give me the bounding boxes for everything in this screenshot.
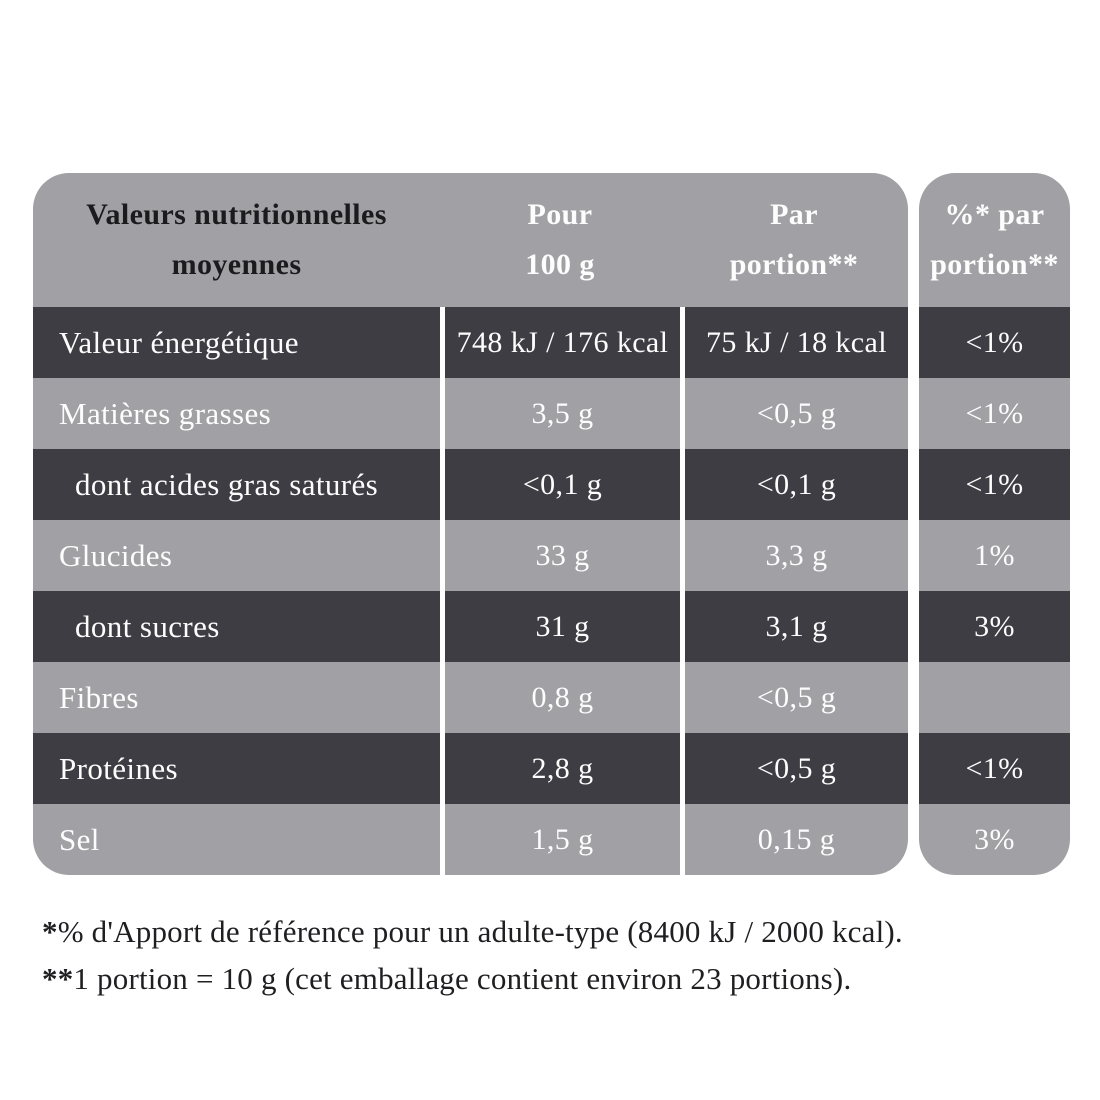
main-table-panel bbox=[33, 173, 908, 875]
pct-value-energy: <1% bbox=[919, 307, 1070, 378]
row-value-per-100g: 33 g bbox=[440, 520, 680, 591]
table-row-fiber bbox=[33, 662, 908, 733]
table-header-row bbox=[33, 173, 908, 307]
footnote-reference-intake bbox=[42, 908, 903, 955]
header-per-100g-line1: Pour bbox=[527, 198, 593, 231]
table-row-sugars bbox=[33, 591, 908, 662]
row-label: Glucides bbox=[59, 537, 173, 573]
header-nutrition-values-line2: moyennes bbox=[171, 248, 302, 281]
row-value-per-100g: 748 kJ / 176 kcal bbox=[440, 307, 680, 378]
row-value-per-portion: <0,5 g bbox=[680, 733, 908, 804]
pct-value-carbohydrates: 1% bbox=[974, 538, 1015, 572]
row-label: Matières grasses bbox=[59, 395, 272, 431]
row-value-per-portion: <0,1 g bbox=[680, 449, 908, 520]
row-value-per-100g: 0,8 g bbox=[440, 662, 680, 733]
row-value-per-100g: 1,5 g bbox=[440, 804, 680, 875]
pct-value-saturated-fat: <1% bbox=[919, 449, 1070, 520]
header-pct-per-portion bbox=[919, 173, 1070, 307]
row-value-per-100g: 2,8 g bbox=[440, 733, 680, 804]
footnote-portion-size bbox=[42, 955, 903, 1002]
pct-column-panel bbox=[919, 173, 1070, 875]
row-label: Fibres bbox=[59, 679, 139, 715]
row-value-per-portion: 3,3 g bbox=[680, 520, 908, 591]
header-per-portion-line2: portion** bbox=[729, 248, 859, 281]
header-nutrition-values-line1: Valeurs nutritionnelles bbox=[86, 198, 387, 231]
row-label: Protéines bbox=[59, 750, 178, 786]
table-row-protein bbox=[33, 733, 908, 804]
nutrition-table bbox=[33, 173, 1070, 875]
row-value-per-portion: 0,15 g bbox=[680, 804, 908, 875]
header-per-100g bbox=[440, 173, 680, 307]
header-per-100g-line2: 100 g bbox=[525, 248, 595, 281]
footnote-asterisk: * bbox=[42, 914, 58, 949]
pct-value-fat: <1% bbox=[965, 396, 1024, 430]
table-row-salt bbox=[33, 804, 908, 875]
pct-value-sugars: 3% bbox=[919, 591, 1070, 662]
header-per-portion bbox=[680, 173, 908, 307]
row-value-per-100g: 3,5 g bbox=[440, 378, 680, 449]
table-row-saturated-fat bbox=[33, 449, 908, 520]
footnotes bbox=[42, 908, 903, 1002]
row-value-per-portion: <0,5 g bbox=[680, 662, 908, 733]
header-pct-per-portion-line1: %* par bbox=[944, 198, 1045, 231]
pct-value-protein: <1% bbox=[919, 733, 1070, 804]
table-row-fat bbox=[33, 378, 908, 449]
row-value-per-portion: 3,1 g bbox=[680, 591, 908, 662]
pct-value-salt: 3% bbox=[974, 822, 1015, 856]
table-row-carbohydrates bbox=[33, 520, 908, 591]
row-value-per-portion: 75 kJ / 18 kcal bbox=[680, 307, 908, 378]
row-value-per-100g: 31 g bbox=[440, 591, 680, 662]
row-label: dont sucres bbox=[75, 608, 220, 644]
row-label: dont acides gras saturés bbox=[75, 466, 379, 502]
footnote-double-asterisk: ** bbox=[42, 961, 74, 996]
row-value-per-100g: <0,1 g bbox=[440, 449, 680, 520]
row-value-per-portion: <0,5 g bbox=[680, 378, 908, 449]
header-nutrition-values bbox=[33, 173, 440, 307]
header-per-portion-line1: Par bbox=[770, 198, 818, 231]
row-label: Sel bbox=[59, 821, 100, 857]
table-row-energy bbox=[33, 307, 908, 378]
pct-value-fiber bbox=[919, 662, 1070, 733]
row-label: Valeur énergétique bbox=[59, 324, 299, 360]
header-pct-per-portion-line2: portion** bbox=[930, 248, 1059, 281]
footnote-reference-intake-text: % d'Apport de référence pour un adulte-type (8400 kJ / 2000 kcal). bbox=[57, 914, 903, 949]
footnote-portion-size-text: 1 portion = 10 g (cet emballage contient environ 23 portions). bbox=[73, 961, 852, 996]
